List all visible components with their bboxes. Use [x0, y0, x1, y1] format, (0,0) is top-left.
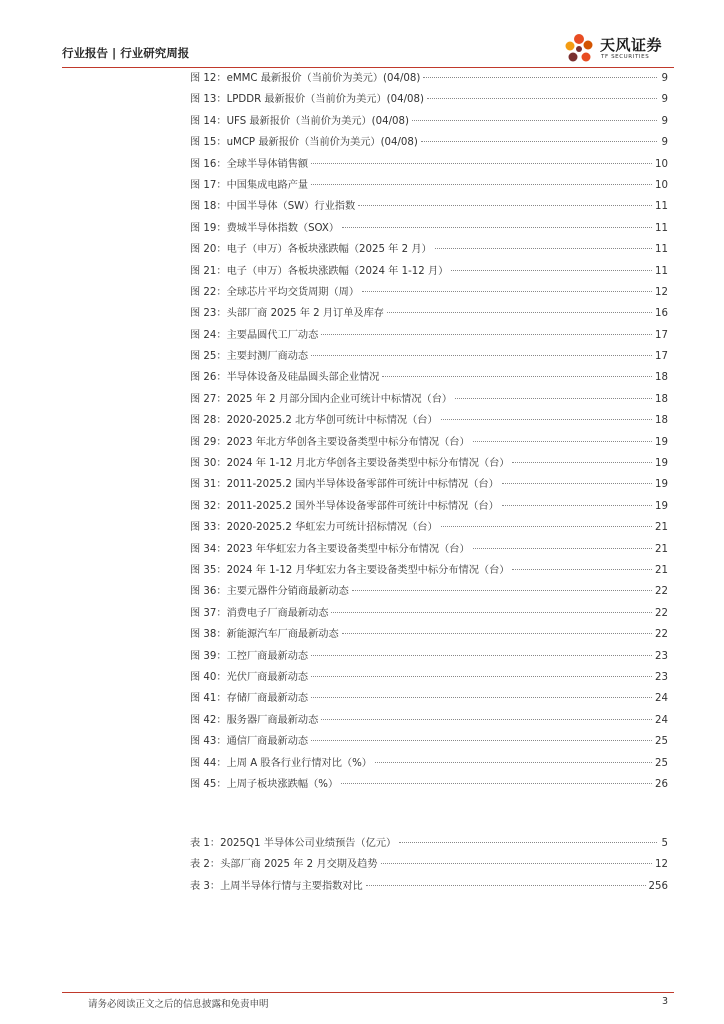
toc-figure-entry-label: 图 31：2011-2025.2 国内半导体设备零部件可统计中标情况（台） — [190, 479, 499, 491]
toc-figure-entry-label: 图 39：工控厂商最新动态 — [190, 650, 309, 662]
toc-figure-entry[interactable] — [190, 175, 668, 196]
toc-figure-entry-page-number: 22 — [655, 586, 668, 598]
dot-leader — [366, 885, 646, 886]
dot-leader — [512, 569, 652, 570]
toc-figure-entry-label: 图 14：UFS 最新报价（当前价为美元）(04/08) — [190, 115, 409, 127]
toc-table-entry[interactable] — [190, 833, 668, 854]
toc-figure-entry-label: 图 43：通信厂商最新动态 — [190, 736, 309, 748]
dot-leader — [321, 334, 652, 335]
toc-figure-entry[interactable] — [190, 753, 668, 774]
dot-leader — [311, 740, 652, 741]
toc-figure-entry-label: 图 34：2023 年华虹宏力各主要设备类型中标分布情况（台） — [190, 543, 470, 555]
logo-company-name: 天风证券 — [600, 36, 663, 54]
dot-leader — [387, 312, 652, 313]
toc-figure-entry-page-number: 21 — [655, 522, 668, 534]
toc-figure-entry-page-number: 19 — [655, 436, 668, 448]
toc-figure-entry[interactable] — [190, 496, 668, 517]
dot-leader — [451, 270, 652, 271]
toc-figure-entry[interactable] — [190, 432, 668, 453]
toc-figure-entry-label: 图 25：主要封测厂商动态 — [190, 351, 309, 363]
toc-figure-entry[interactable] — [190, 667, 668, 688]
toc-figure-entry[interactable] — [190, 560, 668, 581]
toc-figure-entry-page-number: 22 — [655, 629, 668, 641]
toc-table-entry-label: 表 1：2025Q1 半导体公司业绩预告（亿元） — [190, 838, 397, 849]
toc-figure-entry-label: 图 33：2020-2025.2 华虹宏力可统计招标情况（台） — [190, 522, 438, 534]
toc-figure-entry[interactable] — [190, 389, 668, 410]
toc-figure-entry-page-number: 11 — [655, 244, 668, 256]
toc-figure-entry[interactable] — [190, 710, 668, 731]
toc-figure-entry-label: 图 21：电子（申万）各板块涨跌幅（2024 年 1-12 月） — [190, 265, 449, 277]
toc-figure-entry[interactable] — [190, 154, 668, 175]
toc-figure-entry-label: 图 37：消费电子厂商最新动态 — [190, 607, 329, 619]
toc-figure-entry-label: 图 38：新能源汽车厂商最新动态 — [190, 629, 339, 641]
toc-figure-entry-label: 图 29：2023 年北方华创各主要设备类型中标分布情况（台） — [190, 436, 470, 448]
company-logo — [562, 30, 674, 66]
toc-table-entry[interactable] — [190, 854, 668, 875]
toc-figure-entry-page-number: 10 — [655, 179, 668, 191]
dot-leader — [382, 376, 652, 377]
dot-leader — [473, 441, 652, 442]
toc-figure-entry-label: 图 35：2024 年 1-12 月华虹宏力各主要设备类型中标分布情况（台） — [190, 564, 510, 576]
toc-figure-entry-label: 图 18：中国半导体（SW）行业指数 — [190, 201, 356, 213]
toc-figure-entry-page-number: 17 — [655, 351, 668, 363]
toc-figure-entry-page-number: 19 — [655, 458, 668, 470]
dot-leader — [358, 205, 652, 206]
footer-page-number: 3 — [661, 996, 668, 1007]
toc-figure-entry[interactable] — [190, 196, 668, 217]
dot-leader — [341, 783, 652, 784]
dot-leader — [421, 141, 657, 142]
toc-figure-entry[interactable] — [190, 282, 668, 303]
toc-figure-entry[interactable] — [190, 774, 668, 795]
dot-leader — [311, 163, 652, 164]
dot-leader — [399, 842, 657, 843]
toc-figure-entry-page-number: 19 — [655, 479, 668, 491]
dot-leader — [311, 355, 652, 356]
toc-figure-entry-page-number: 17 — [655, 329, 668, 341]
dot-leader — [427, 98, 657, 99]
toc-figure-entry[interactable] — [190, 218, 668, 239]
report-type-title: 行业报告 | 行业研究周报 — [62, 46, 190, 60]
dot-leader — [512, 462, 652, 463]
toc-figure-entry-page-number: 23 — [655, 650, 668, 662]
dot-leader — [381, 863, 653, 864]
toc-figure-entry[interactable] — [190, 367, 668, 388]
toc-figure-entry[interactable] — [190, 581, 668, 602]
toc-figure-entry[interactable] — [190, 688, 668, 709]
toc-figure-entry[interactable] — [190, 89, 668, 110]
toc-figure-entry-page-number: 24 — [655, 693, 668, 705]
toc-figure-entry-page-number: 22 — [655, 607, 668, 619]
dot-leader — [502, 505, 652, 506]
toc-figure-entry-page-number: 11 — [655, 222, 668, 234]
dot-leader — [321, 719, 652, 720]
table-index-list — [190, 833, 668, 897]
toc-figure-entry-label: 图 28：2020-2025.2 北方华创可统计中标情况（台） — [190, 415, 438, 427]
toc-figure-entry-label: 图 20：电子（申万）各板块涨跌幅（2025 年 2 月） — [190, 244, 432, 256]
toc-figure-entry[interactable] — [190, 239, 668, 260]
toc-figure-entry-label: 图 42：服务器厂商最新动态 — [190, 714, 319, 726]
toc-table-entry[interactable] — [190, 876, 668, 897]
toc-figure-entry-page-number: 16 — [655, 308, 668, 320]
page-header — [62, 30, 674, 66]
toc-figure-entry-label: 图 17：中国集成电路产量 — [190, 179, 309, 191]
dot-leader — [441, 419, 652, 420]
toc-figure-entry-label: 图 45：上周子板块涨跌幅（%） — [190, 778, 339, 790]
toc-figure-entry[interactable] — [190, 453, 668, 474]
dot-leader — [455, 398, 652, 399]
dot-leader — [352, 590, 652, 591]
toc-figure-entry-page-number: 21 — [655, 564, 668, 576]
toc-figure-entry-page-number: 21 — [655, 543, 668, 555]
toc-figure-entry-page-number: 18 — [655, 415, 668, 427]
toc-figure-entry-label: 图 30：2024 年 1-12 月北方华创各主要设备类型中标分布情况（台） — [190, 458, 510, 470]
toc-figure-entry[interactable] — [190, 517, 668, 538]
toc-figure-entry-label: 图 36：主要元器件分销商最新动态 — [190, 586, 349, 598]
toc-table-entry-page-number: 12 — [655, 859, 668, 871]
toc-figure-entry[interactable] — [190, 539, 668, 560]
toc-figure-entry-page-number: 18 — [655, 393, 668, 405]
toc-figure-entry[interactable] — [190, 624, 668, 645]
dot-leader — [311, 676, 652, 677]
toc-figure-entry-page-number: 10 — [655, 158, 668, 170]
toc-figure-entry[interactable] — [190, 303, 668, 324]
dot-leader — [423, 77, 657, 78]
toc-table-entry-page-number: 256 — [648, 880, 668, 892]
dot-leader — [441, 526, 652, 527]
toc-figure-entry-page-number: 9 — [661, 73, 668, 84]
toc-table-entry-label: 表 3：上周半导体行情与主要指数对比 — [190, 880, 363, 892]
toc-figure-entry[interactable] — [190, 132, 668, 153]
dot-leader — [331, 612, 652, 613]
toc-figure-entry-page-number: 24 — [655, 714, 668, 726]
toc-figure-entry-page-number: 25 — [655, 736, 668, 748]
toc-figure-entry-label: 图 40：光伏厂商最新动态 — [190, 671, 309, 683]
toc-figure-entry[interactable] — [190, 68, 668, 89]
toc-figure-entry[interactable] — [190, 731, 668, 752]
toc-figure-entry-page-number: 25 — [655, 757, 668, 769]
toc-figure-entry-label: 图 16：全球半导体销售额 — [190, 158, 309, 170]
toc-figure-entry-page-number: 23 — [655, 671, 668, 683]
dot-leader — [502, 483, 652, 484]
toc-table-entry-label: 表 2：头部厂商 2025 年 2 月交期及趋势 — [190, 859, 378, 871]
dot-leader — [412, 120, 657, 121]
toc-figure-entry-label: 图 13：LPDDR 最新报价（当前价为美元）(04/08) — [190, 94, 424, 106]
toc-figure-entry-label: 图 41：存储厂商最新动态 — [190, 693, 309, 705]
toc-figure-entry-page-number: 18 — [655, 372, 668, 384]
dot-leader — [375, 762, 652, 763]
toc-figure-entry-page-number: 19 — [655, 500, 668, 512]
toc-figure-entry[interactable] — [190, 325, 668, 346]
toc-figure-entry[interactable] — [190, 346, 668, 367]
toc-figure-entry-page-number: 26 — [655, 778, 668, 790]
dot-leader — [311, 184, 652, 185]
toc-figure-entry-label: 图 12：eMMC 最新报价（当前价为美元）(04/08) — [190, 73, 421, 84]
dot-leader — [311, 655, 652, 656]
toc-figure-entry[interactable] — [190, 646, 668, 667]
footer-disclaimer: 请务必阅读正文之后的信息披露和免责申明 — [88, 999, 269, 1010]
toc-figure-entry-page-number: 9 — [661, 94, 668, 106]
toc-figure-entry-page-number: 11 — [655, 265, 668, 277]
dot-leader — [311, 697, 652, 698]
toc-figure-entry-page-number: 9 — [661, 137, 668, 149]
toc-figure-entry-label: 图 23：头部厂商 2025 年 2 月订单及库存 — [190, 308, 384, 320]
dot-leader — [342, 227, 652, 228]
toc-figure-entry-label: 图 27：2025 年 2 月部分国内企业可统计中标情况（台） — [190, 393, 453, 405]
toc-figure-entry-label: 图 19：费城半导体指数（SOX） — [190, 222, 340, 234]
dot-leader — [342, 633, 652, 634]
toc-figure-entry[interactable] — [190, 111, 668, 132]
toc-figure-entry-label: 图 24：主要晶圆代工厂动态 — [190, 329, 319, 341]
logo-company-subtitle: TF SECURITIES — [601, 54, 650, 60]
dot-leader — [362, 291, 652, 292]
tf-flower-icon — [562, 32, 596, 66]
toc-figure-entry-page-number: 12 — [655, 286, 668, 298]
dot-leader — [435, 248, 652, 249]
toc-figure-entry[interactable] — [190, 603, 668, 624]
dot-leader — [473, 548, 652, 549]
toc-figure-entry-label: 图 32：2011-2025.2 国外半导体设备零部件可统计中标情况（台） — [190, 500, 499, 512]
toc-figure-entry-page-number: 11 — [655, 201, 668, 213]
toc-figure-entry-page-number: 9 — [661, 115, 668, 127]
toc-table-entry-page-number: 5 — [661, 838, 668, 849]
toc-figure-entry[interactable] — [190, 474, 668, 495]
toc-figure-entry-label: 图 15：uMCP 最新报价（当前价为美元）(04/08) — [190, 137, 418, 149]
figure-index-list — [190, 68, 668, 795]
toc-figure-entry-label: 图 26：半导体设备及硅晶圆头部企业情况 — [190, 372, 380, 384]
toc-figure-entry[interactable] — [190, 261, 668, 282]
toc-figure-entry[interactable] — [190, 410, 668, 431]
toc-figure-entry-label: 图 44：上周 A 股各行业行情对比（%） — [190, 757, 372, 769]
toc-figure-entry-label: 图 22：全球芯片平均交货周期（周） — [190, 286, 360, 298]
footer-divider — [62, 992, 674, 993]
